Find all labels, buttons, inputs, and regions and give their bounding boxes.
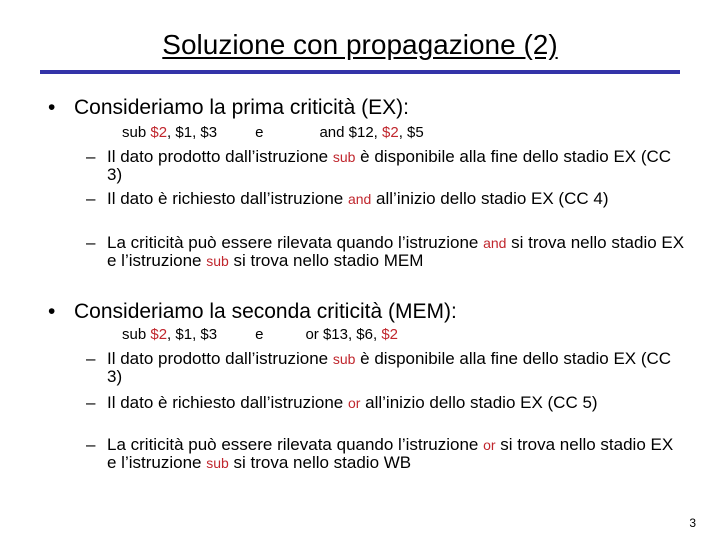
dash-marker: – <box>86 147 96 166</box>
dash-marker: – <box>86 349 96 368</box>
instr-and-rest: , $5 <box>398 124 424 141</box>
bullet-second-hazard <box>48 300 457 324</box>
code-line-1 <box>122 124 424 142</box>
instr-or-prefix: or $13, $6, <box>305 326 382 343</box>
bullet-first-hazard <box>48 96 409 120</box>
instr-sub-operands: , $1, $3 <box>167 326 218 343</box>
bullet-text: Consideriamo la prima criticità (EX): <box>74 96 409 119</box>
keyword-and: and <box>347 191 372 207</box>
dash-marker: – <box>86 189 96 208</box>
sub-item: – Il dato prodotto dall’istruzione sub è disponibile alla fine dello stadio EX (CC 3) <box>86 147 672 184</box>
code-separator: e <box>255 326 264 343</box>
keyword-and: and <box>483 235 507 251</box>
sub-item: – Il dato è richiesto dall’istruzione or all’inizio dello stadio EX (CC 5) <box>86 393 598 412</box>
sub-item: – La criticità può essere rilevata quando l’istruzione and si trova nello stadio EX e l’istruzione sub si trova nello stadio MEM <box>86 233 685 270</box>
page-number: 3 <box>689 516 696 530</box>
instr-sub-op: sub <box>122 124 151 141</box>
sub-item: – Il dato è richiesto dall’istruzione and all’inizio dello stadio EX (CC 4) <box>86 189 609 208</box>
title-underline-rule <box>40 70 680 74</box>
instr-and-src-reg: $2 <box>382 124 399 141</box>
instr-sub-op: sub <box>122 326 151 343</box>
bullet-dot: • <box>48 96 56 119</box>
instr-sub-dest-reg: $2 <box>150 124 168 141</box>
code-separator: e <box>255 124 264 141</box>
keyword-or: or <box>483 437 496 453</box>
instr-and-prefix: and $12, <box>319 124 382 141</box>
dash-marker: – <box>86 233 96 252</box>
slide-title: Soluzione con propagazione (2) <box>162 29 558 60</box>
code-line-2 <box>122 326 398 344</box>
sub-item: – Il dato prodotto dall’istruzione sub è disponibile alla fine dello stadio EX (CC 3) <box>86 349 672 386</box>
instr-sub-operands: , $1, $3 <box>167 124 218 141</box>
bullet-dot: • <box>48 300 56 323</box>
keyword-sub: sub <box>206 455 229 471</box>
dash-marker: – <box>86 435 96 454</box>
instr-sub-dest-reg: $2 <box>150 326 168 343</box>
keyword-sub: sub <box>332 149 356 165</box>
dash-marker: – <box>86 393 96 412</box>
keyword-or: or <box>347 395 361 411</box>
keyword-sub: sub <box>332 351 356 367</box>
instr-or-src-reg: $2 <box>381 326 399 343</box>
keyword-sub: sub <box>206 253 229 269</box>
bullet-text: Consideriamo la seconda criticità (MEM): <box>74 300 457 323</box>
sub-item: – La criticità può essere rilevata quando l’istruzione or si trova nello stadio EX e l’istruzione sub si trova nello stadio WB <box>86 435 674 472</box>
